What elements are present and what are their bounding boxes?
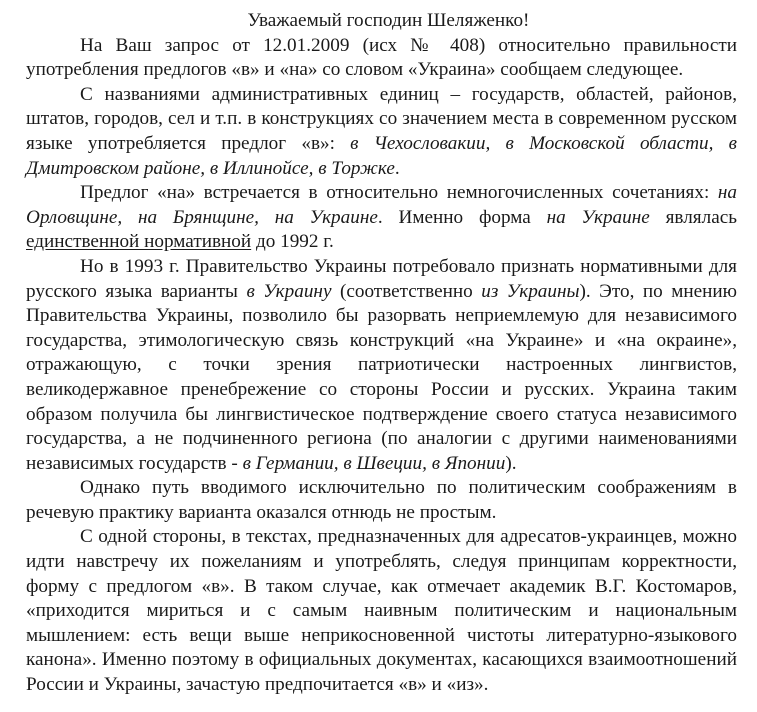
italic-examples: на Орловщине, на Брянщине, на Украине [26, 182, 737, 228]
paragraph-text: являлась [649, 206, 737, 228]
italic-examples: в Чехословакии, в Московской области, в Дмитровском районе, в Иллинойсе, в Торжке [26, 132, 737, 179]
paragraph-request: На Ваш запрос от 12.01.2009 (исх № 408) относительно правильности употребления предлогов «в» и «на» со словом «Украина» сообщаем следующее. [26, 34, 737, 81]
paragraph-preposition-na [26, 181, 737, 255]
paragraph-text: . [394, 157, 400, 179]
italic-form: на Украине [546, 206, 650, 228]
paragraph-text: до 1992 г. [251, 231, 334, 253]
paragraph-text: ). Это, по мнению Правительства Украины, позволило бы разорвать неприемлемую для независимого государства, этимологическую связь конструкций «на Украине» и «на окраине», отражающую, с точки зрения патриотически настроенных лингвистов, великодержавное пренебрежение со стороны России и русских. Украина таким образом получила бы лингвистическое подтверждение своего статуса независимого государства, а не подчиненного региона (по аналогии с другими наименованиями независимых государств - [26, 280, 737, 474]
underlined-phrase: единственной нормативной [26, 231, 252, 253]
italic-examples: в Германии, в Швеции, в Японии [242, 452, 506, 474]
italic-variant: в Украину [246, 280, 332, 302]
paragraph-text: Предлог «на» встречается в относительно немногочисленных сочетаниях: [80, 182, 718, 204]
paragraph-text: С названиями административных единиц – государств, областей, районов, штатов, городов, сел и т.п. в конструкциях со значением места в современном русском языке употребляется предлог «в»: [26, 83, 737, 154]
italic-variant: из Украины [481, 280, 580, 302]
paragraph-text: ). [505, 452, 517, 474]
paragraph-government-1993 [26, 255, 737, 476]
letter-greeting: Уважаемый господин Шеляженко! [247, 10, 530, 31]
paragraph-text: Но в 1993 г. Правительство Украины потребовало признать нормативными для русского языка варианты [26, 255, 737, 302]
paragraph-text: (соответственно [331, 280, 482, 302]
paragraph-on-one-hand: С одной стороны, в текстах, предназначенных для адресатов-украинцев, можно идти навстречу их пожеланиям и употреблять, следуя принципам корректности, форму с предлогом «в». В таком случае, как отмечает академик В.Г. Костомаров, «приходится мириться и с самым наивным политическим и национальным мышлением: есть вещи выше неприкосновенной чистоты литературно-языкового канона». Именно поэтому в официальных документах, касающихся взаимоотношений России и Украины, зачастую предпочитается «в» и «из». [26, 526, 737, 696]
paragraph-however: Однако путь вводимого исключительно по политическим соображениям в речевую практику варианта оказался отнюдь не простым. [26, 477, 737, 523]
paragraph-text: . Именно форма [377, 206, 547, 228]
paragraph-administrative-units [26, 83, 737, 181]
